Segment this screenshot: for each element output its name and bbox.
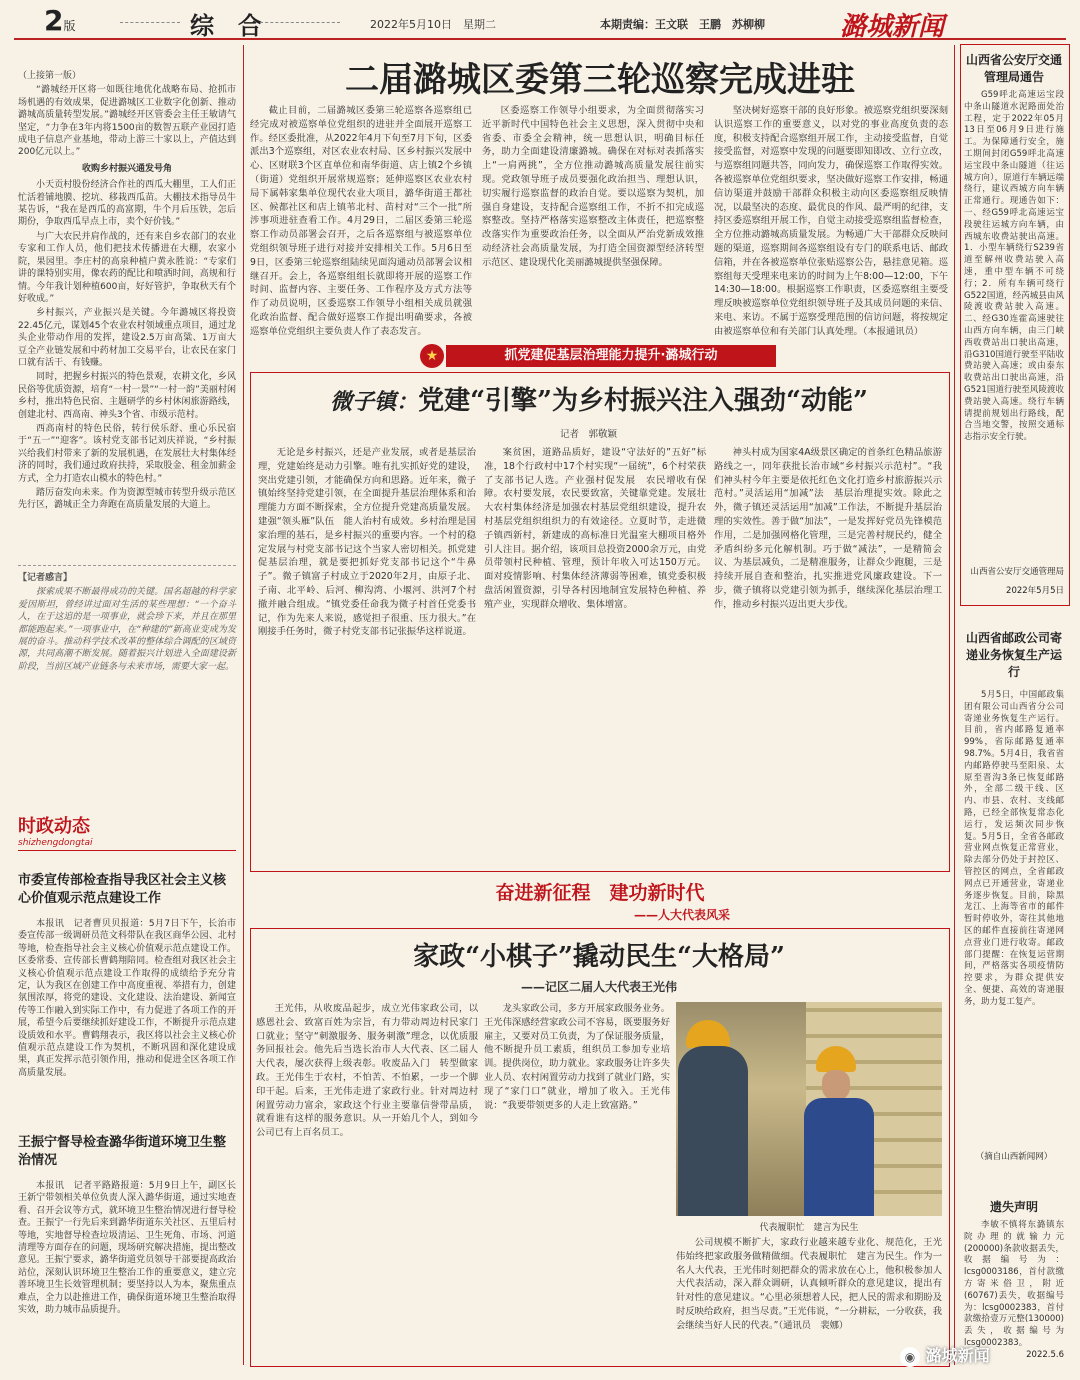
watermark-icon: ◉ <box>900 1347 920 1367</box>
paragraph: 李敏不慎将东潞镇东院办理的就输力元(200000)条款收据丢失，收据编号为：lcsg0003186，首付款缴方寄米俗卫，附近(60767)丢失，收据编号为：lcsg0002383，首付款缴拾壹万元整(130000)丢失，收据编号为lcsg0002383。 <box>964 1220 1064 1348</box>
party-emblem-icon: ★ <box>420 344 444 368</box>
paragraph: 5月5日，中国邮政集团有限公司山西省分公司寄递业务恢复生产运行。目前，省内邮路复通率99%，省际邮路复通率98.7%。5月4日，我省省内邮路停驶马至阳泉、太原至晋沟3条已恢复邮路外，全部二级干线、区内、市县、农村、支线邮路，已经全部恢复常态化运行，发运频次同步恢复。5月5日，全省各邮政营业网点恢复正常营业，除去部分仍处于封控区、管控区的网点，全省邮政网点已开通营业，寄递业务逐步恢复。目前，除黑龙江、上海等省市的邮件暂时停收外，寄往其他地区的邮件直接前往寄递网点营业门进行收寄。邮政部门提醒：在恢复运营期间，严格落实各项疫情防控要求，为群众提供安全、便捷、高效的寄递服务，助力复工复产。 <box>964 690 1064 1007</box>
paragraph: 坚决树好巡察干部的良好形象。被巡察党组织要深刻认识巡察工作的重要意义，以对党的事业高度负责的态度，积极支持配合巡察组开展工作，主动接受监督，自觉接受监督，对巡察中发现的问题要即知即改、立行立改，与巡察组同题共答，同向发力，确保巡察工作取得实效。各被巡察单位党组织要求，坚决做好巡察工作安排，畅通信访渠道并鼓励干部群众积极主动向区委巡察组反映情况，以最坚决的态度、最优良的作风、最严明的纪律，支持区委巡察组开展工作，自觉主动接受巡察组监督检查，全方位推动潞城高质量发展。为畅通广大干部群众反映问题的渠道，巡察期间各巡察组设有专门的联系电话、邮政信箱，并在各被巡察单位张贴巡察公告，悬挂意见箱。巡察组每天受理来电来访的时间为上午8:00—12:00，下午14:30—18:00。根据巡察工作职责，区委巡察组主要受理反映被巡察单位党组织领导班子及其成员问题的来信、来电、来访。不属于巡察受理范围的信访问题，将按规定由被巡察单位和有关部门认真处理。（本报通讯员） <box>714 105 948 337</box>
logo-pinyin: shizhengdongtai <box>18 838 93 848</box>
paragraph: 龙头家政公司，多方开展家政服务业务。王光伟深感经营家政公司不容易，既要服务好雇主，又要对员工负责，为了保证服务质量，他不断提升员工素质，组织员工参加专业培训。提供岗位，助力就业。家政服务让许多失业人员、农村闲置劳动力找到了就业门路，实现了“家门口”就业，增加了收入。王光伟说：“我要带领更多的人走上致富路。” <box>484 1003 670 1111</box>
notice-source: （摘自山西新闻网） <box>975 1152 1053 1162</box>
article-column <box>714 446 942 864</box>
paragraph: 乡村振兴，产业振兴是关键。今年潞城区将投资22.45亿元，谋划45个农业农村领域重点项目，通过龙头企业带动作用的发挥，建设2.5万亩高粱、1万亩大豆全产业链发展和中药材加工交易平台，让农民在家门口就有活干、有钱赚。 <box>18 308 236 368</box>
issue-date: 2022年5月10日 星期二 <box>370 18 496 31</box>
paragraph: 本报讯 记者曹贝贝报道：5月7日下午，长治市委宣传部一级调研员范文科带队在我区商华公园、北村等地，检查指导社会主义核心价值观示范点建设工作。区委常委、宣传部长曹鹤翔陪同。检查组对我区社会主义核心价值观示范点建设工作取得的成绩给予充分肯定，认为我区在创建工作中高度重视、举措有力，创建氛围浓厚，将党的建设、文化建设、法治建设、新闻宣传等工作融入到实际工作中，有力促进了各项工作的开展，希望今后要继续抓好建设工作，不断提升示范点建设质效和水平。曹鹤翔表示，我区将以社会主义核心价值观示范点建设工作为契机，不断巩固和深化建设成果，真正发挥示范引领作用，推动和促进全区各项工作高质量发展。 <box>18 919 236 1078</box>
photo-caption: 代表履职忙 建言为民生 <box>759 1223 859 1233</box>
news-headline: 王振宁督导检查潞华街道环境卫生整治情况 <box>18 1135 227 1168</box>
article-title: 家政“小棋子”撬动民生“大格局” <box>413 942 785 972</box>
notice-body <box>964 90 1064 560</box>
feature-banner-title: 奋进新征程 建功新时代 <box>495 882 705 904</box>
worker-helmet-left <box>686 1020 730 1048</box>
left-column <box>18 70 236 560</box>
notice-body <box>964 690 1064 1122</box>
news-body <box>18 918 236 1118</box>
note-divider <box>18 565 236 566</box>
watermark-text: 潞城新闻 <box>925 1346 990 1365</box>
logo-rule <box>18 850 236 851</box>
watermark <box>900 1342 990 1370</box>
note-title: 【记者感言】 <box>18 573 73 583</box>
paragraph: 本报讯 记者平路路报道：5月9日上午，副区长王新宁带领相关单位负责人深入潞华街道，通过实地查看、召开会议等方式，就环境卫生整治情况进行督导检查。王振宁一行先后来到潞华街道东关社区、五里后村等地，实地督导检查垃圾清运、卫生死角、市场、河道清理等方面存在的问题，现场研究解决措施，提出整改意见。王振宁要求，潞华街道党员领导干部要提高政治站位，深刻认识环境卫生整治工作的重要意义，建立完善环境卫生长效管理机制；要坚持以人为本，聚焦重点难点，全力以赴推进工作，确保街道环境卫生整治取得实效，助力城市品质提升。 <box>18 1181 236 1316</box>
headline: 二届潞城区委第三轮巡察完成进驻 <box>345 60 855 100</box>
worker-face-right <box>822 1070 850 1100</box>
article-column <box>258 446 476 864</box>
logo-text: 时政动态 <box>18 816 90 837</box>
feature-banner <box>250 876 948 926</box>
article-column <box>484 446 706 864</box>
note-body: 探索成果不断最得成功的关键。国名超越的科学家爱因斯坦，曾经讲过面对生活的某些理想：“一个奋斗人，在于这追的是一项事业，就会珍下来，并且在那里都能跑起来。”一项事业中，在“种建的”新高业变成为发展的奋斗。推动科学技术改革的整体综合调配的区域资源，共同高潮不断发展。随着振兴计划进入全面建设新阶段，当前区域产业链条与未来市场，需要大家一起。 <box>18 587 236 672</box>
paragraph: 小天贡村股份经济合作社的西瓜大棚里，工人们正忙活着铺地膜、挖坑、移栽西瓜苗。大棚技术指导员牛某告诉，“我在是西瓜的高富期，牛个月后压铁，怎后期份，争取西瓜早点上市，卖个好价钱。” <box>18 180 236 228</box>
article-column <box>714 104 948 337</box>
page-number-value: 2 <box>44 4 64 37</box>
reporter-note <box>18 572 236 772</box>
article-title <box>252 380 946 417</box>
paragraph: 截止目前，二届潞城区委第三轮巡察各巡察组已经完成对被巡察单位党组织的进驻并全面展开巡察工作。经区委批准，从2022年4月下旬至7月下旬，区委派出3个巡察组，对区农业农村局、区乡村振兴发展中心、区财联3个区直单位和南华街道、店上镇2个乡镇（街道）党组织开展常规巡察；延伸巡察区农业农村局下属韩家集单位现代农业大项目，潞华街道王都社区、候都社区和店上镇苇北村、苗村对“三个一批”所涉事项进驻查看工作。4月29日，二届区委第三轮巡察工作动员部署会召开，之后各巡察组与被巡察单位党组织领导班子进行对接并安排相关工作。5月6日至9日，区委第三轮巡察组陆续见面沟通动员部署会议相继召开。会上，各巡察组组长就即将开展的巡察工作时间、监督内容、主要任务、工作程序及方式方法等作了动员说明，区委巡察工作领导小组相关成员就强化政治监督、配合做好巡察工作提出明确要求，各被巡察单位党组织主要负责人作了表态发言。 <box>250 105 472 337</box>
news-body <box>18 1180 236 1365</box>
byline: 记者 郭敬颖 <box>560 429 618 440</box>
notice-date: 2022年5月5日 <box>1006 586 1064 596</box>
paragraph: 同时，把握乡村振兴的特色景观，农耕文化，乡风民俗等优质资源，培育“一村一景”“一村一韵”美丽村闲乡村，推出特色民宿、主题研学的乡村休闲旅游路线，创建北村、西高南、神头3个省、市级示范村。 <box>18 372 236 420</box>
masthead-logo: 潞城新闻 <box>840 12 945 42</box>
paragraph: 公司规模不断扩大，家政行业越来越专业化、规范化，王光伟始终把家政服务做精做细。代表履职忙 建言为民生。作为一名人大代表，王光伟时刻把群众的需求放在心上，他积极参加人大代表活动，深入群众调研，认真倾听群众的意见建议，提出有针对性的意见建议。“心里必须想着人民，把人民的需求和期盼及时反映给政府，担当尽责。”王光伟说，“一分耕耘，一分收获，我会继续当好人民的代表。”（通讯员 裴娜） <box>676 1237 942 1331</box>
notice-signature: 山西省公安厅交通管理局 <box>970 567 1064 577</box>
column-divider <box>243 45 244 1365</box>
worker-left <box>678 1046 748 1216</box>
notice-title: 山西省邮政公司寄递业务恢复生产运行 <box>965 631 1062 679</box>
worker-right <box>804 1098 874 1216</box>
paragraph: 区委巡察工作领导小组要求，为全面贯彻落实习近平新时代中国特色社会主义思想，深入贯彻中央和省委、市委全会精神，统一思想认识，明确目标任务，助力全面建设清廉潞城。确保在对标对表抓落实上“一肩两挑”，全方位推动潞城高质量发展往前实现。党政领导班子成员要强化政治担当、理想认识，切实履行巡察监督的政治自觉。要以巡察为契机，加强自身建设，支持配合巡察组工作，不折不扣完成巡察整改。坚持严格落实巡察整改主体责任，把巡察整改落实作为重要政治任务，以全面从严治党新成效推动经济社会高质量发展，为打造全国资源型经济转型示范区、建设现代化美丽潞城提供坚强保障。 <box>482 105 704 268</box>
paragraph: 王光伟，从收废品起步，成立光伟家政公司，以感恩社会、致富百姓为宗旨，有力带动周边村民家门口就业；坚守“刺激服务、服务刺激”理念，以优质服务回报社会。他先后当选长治市人大代表、区二届人大代表，屡次获得上级表彰。收废品入门 转型做家政。王光伟生于农村，不怕苦、不怕累，一步一个脚印干起。后来，王光伟走进了家政行业。针对周边村闲置劳动力富余，家政这个行业主要靠信誉带品质，就看谁有这样的服务意识。从一开始几个人，到如今公司已有上百名员工。 <box>256 1003 478 1139</box>
notice-title: 山西省公安厅交通管理局通告 <box>965 53 1062 84</box>
paragraph: 西高南村的特色民俗，转行侯乐舒、重心乐民宿于“五一”“迎客”。该村党支部书记刘庆祥说，“乡村振兴给我们村带来了新的发展机遇，在发展壮大村集体经济的同时，我们通过政府扶持，采取股金、租金加薪金方式，全力打造农山模水的特色村。” <box>18 423 236 484</box>
news-column-logo <box>18 812 236 851</box>
notice-body <box>964 1220 1064 1348</box>
article-column <box>484 1002 670 1360</box>
notice-date: 2022.5.6 <box>1026 1350 1064 1360</box>
header-rule <box>14 38 1066 40</box>
paragraph: “潞城经开区将一如既往地优化战略布局、抢抓市场机遇的有效成果，促进潞城区工业数字化创新、推动潞城高质量转型发展。”潞城经开区管委会主任王敏请气坚定，“力争在3年内将1500亩的数智五联产业园打造成电子信息产业基地，带动上游三十家以上，产值达到200亿元以上。” <box>18 85 236 158</box>
paragraph: G59呼北高速运宝段中条山隧道水泥路面处治工程，定于2022年05月13日至06月9日进行施工。为保障通行安全，施工期间封闭G59呼北高速运宝段中条山隧道（往运城方向），原道行车辆远端绕行，建议西城方向车辆正常通行。现通告如下：一、经G59呼北高速运宝段驶往运城方向车辆，由西城东收费站驶出高速。1．小型车辆绕行S239省道至解州收费站驶入高速，重中型车辆不可绕行；2．所有车辆可绕行G522国道，经芮城县由风陵渡收费站驶入高速。二、经G30连霍高速驶往山西方向车辆，由三门峡西收费站出口驶出高速，沿G310国道行驶至平陆收费站驶入高速；或由泰东收费站出口驶出高速，沿G521国道行驶至风陵渡收费站驶入高速。绕行车辆请提前规划出行路线，配合当地交警，按照交通标志指示安全行驶。 <box>964 90 1064 443</box>
section-title: 综 合 <box>190 12 262 40</box>
article-kicker: 微子镇： <box>330 389 419 415</box>
paragraph: 无论是乡村振兴，还是产业发展，或者是基层治理，党建始终是动力引擎。唯有扎实抓好党的建设，突出党建引领，才能确保方向和思路。近年来，微子镇始终坚持党建引领，在全面提升基层治理体系和治理能力方面不断探索，全方位提升党建高质量发展。建强“领头雁”队伍 能人治村有成效。乡村治理是国家治理的基石，是乡村振兴的重要内容。一个村的稳定发展与村党支部书记这个当家人密切相关。抓党建促基层治理，就是要把抓好党支部书记这个“牛鼻子”。微子镇富子村成立于2020年2月，由原子北、子南、北平岭、后河、柳沟湾、小堰河、洪河7个村撤并融合组成。“镇党委任命我为微子村首任党委书记，作为先来人来说，感觉担子很重、压力很大。”在刚接手任务时，微子村党支部书记张振华这样说道。 <box>258 447 476 638</box>
section-rule <box>120 22 180 23</box>
article-column <box>256 1002 478 1360</box>
article-column <box>250 104 472 337</box>
article-photo <box>676 1002 942 1216</box>
article-column <box>482 104 704 330</box>
feature-banner-subtitle: ——人大代表风采 <box>633 908 730 922</box>
page-editors: 本期责编：王文联 王鹏 苏柳柳 <box>600 18 765 31</box>
article-subtitle: ——记区二届人大代表王光伟 <box>520 980 677 994</box>
paragraph: 与广大农民并肩作战的，还有来自乡农部门的农业专家和工作人员，他们把技术传播进在大棚，农家小院，果园里。李庄村的高泉种植户黄永胜说：“专家们讲的课特别实用，像农药的配比和喷洒时间，高规和行情。今年我计划种植600亩，好好管护，争取秋天有个好收成。” <box>18 231 236 304</box>
continued-note: （上接第一版） <box>18 71 82 81</box>
section-rule <box>260 22 340 23</box>
subheading: 收购乡村振兴通发号角 <box>81 163 172 174</box>
paragraph: 案贫困，道路品质好，建设“守法好的”五好”标准，18个行政村中17个村实现“一届统”，6个村荣获了支部书记人选。产业强村促发展 农民增收有保障。农村要发展，农民要致富，关键靠党建。发展壮大农村集体经济是加强农村基层党组织建设，提升农村基层党组织组织力的有效途径。立夏时节，走进微子镇西新村，新建成的高标准日光温室大棚项目格外引人注目。据介绍，该项目总投资2000余万元，由党员带领村民种植、管理，预计年收入可达150万元。面对疫情影响、村集体经济薄弱等困难，镇党委积极盘活闲置资源，引导各村因地制宜发展特色种植、养殖产业，实现群众增收、集体增富。 <box>484 447 706 610</box>
page-number-suffix: 版 <box>63 19 76 33</box>
news-headline: 市委宣传部检查指导我区社会主义核心价值观示范点建设工作 <box>18 873 227 906</box>
notice-title: 遗失声明 <box>989 1200 1038 1214</box>
page-number <box>44 4 76 37</box>
article-title-text: 党建“引擎”为乡村振兴注入强劲“动能” <box>418 386 868 416</box>
campaign-banner: 抓党建促基层治理能力提升·潞城行动 <box>446 345 776 367</box>
column-divider <box>954 45 955 1365</box>
paragraph: 踏厉奋发向未来。作为资源型城市转型升级示范区先行区，潞城正全力奔跑在高质量发展的大道上。 <box>18 488 236 511</box>
paragraph: 神头村成为国家4A级景区确定的首条红色精品旅游路线之一，同年获批长治市域“乡村振兴示范村”。“我们神头村今年主要是依托红色文化打造乡村旅游振兴示范村。”灵活运用“加减”法 基层治理提实效。除此之外，微子镇还灵活运用“加减”工作法，不断提升基层治理的实效性。善于做“加法”，一是发挥好党员先锋模范作用，二是加强网格化管理，三是完善村规民约，健全矛盾纠纷多元化解机制。巧于做“减法”，一是精简会议、为基层减负，二是精准服务，让群众少跑腿，三是持续开展自查和整治，扎实推进党风廉政建设。下一步，微子镇将以党建引领为抓手，继续深化基层治理工作，推动乡村振兴迈出更大步伐。 <box>714 447 942 610</box>
